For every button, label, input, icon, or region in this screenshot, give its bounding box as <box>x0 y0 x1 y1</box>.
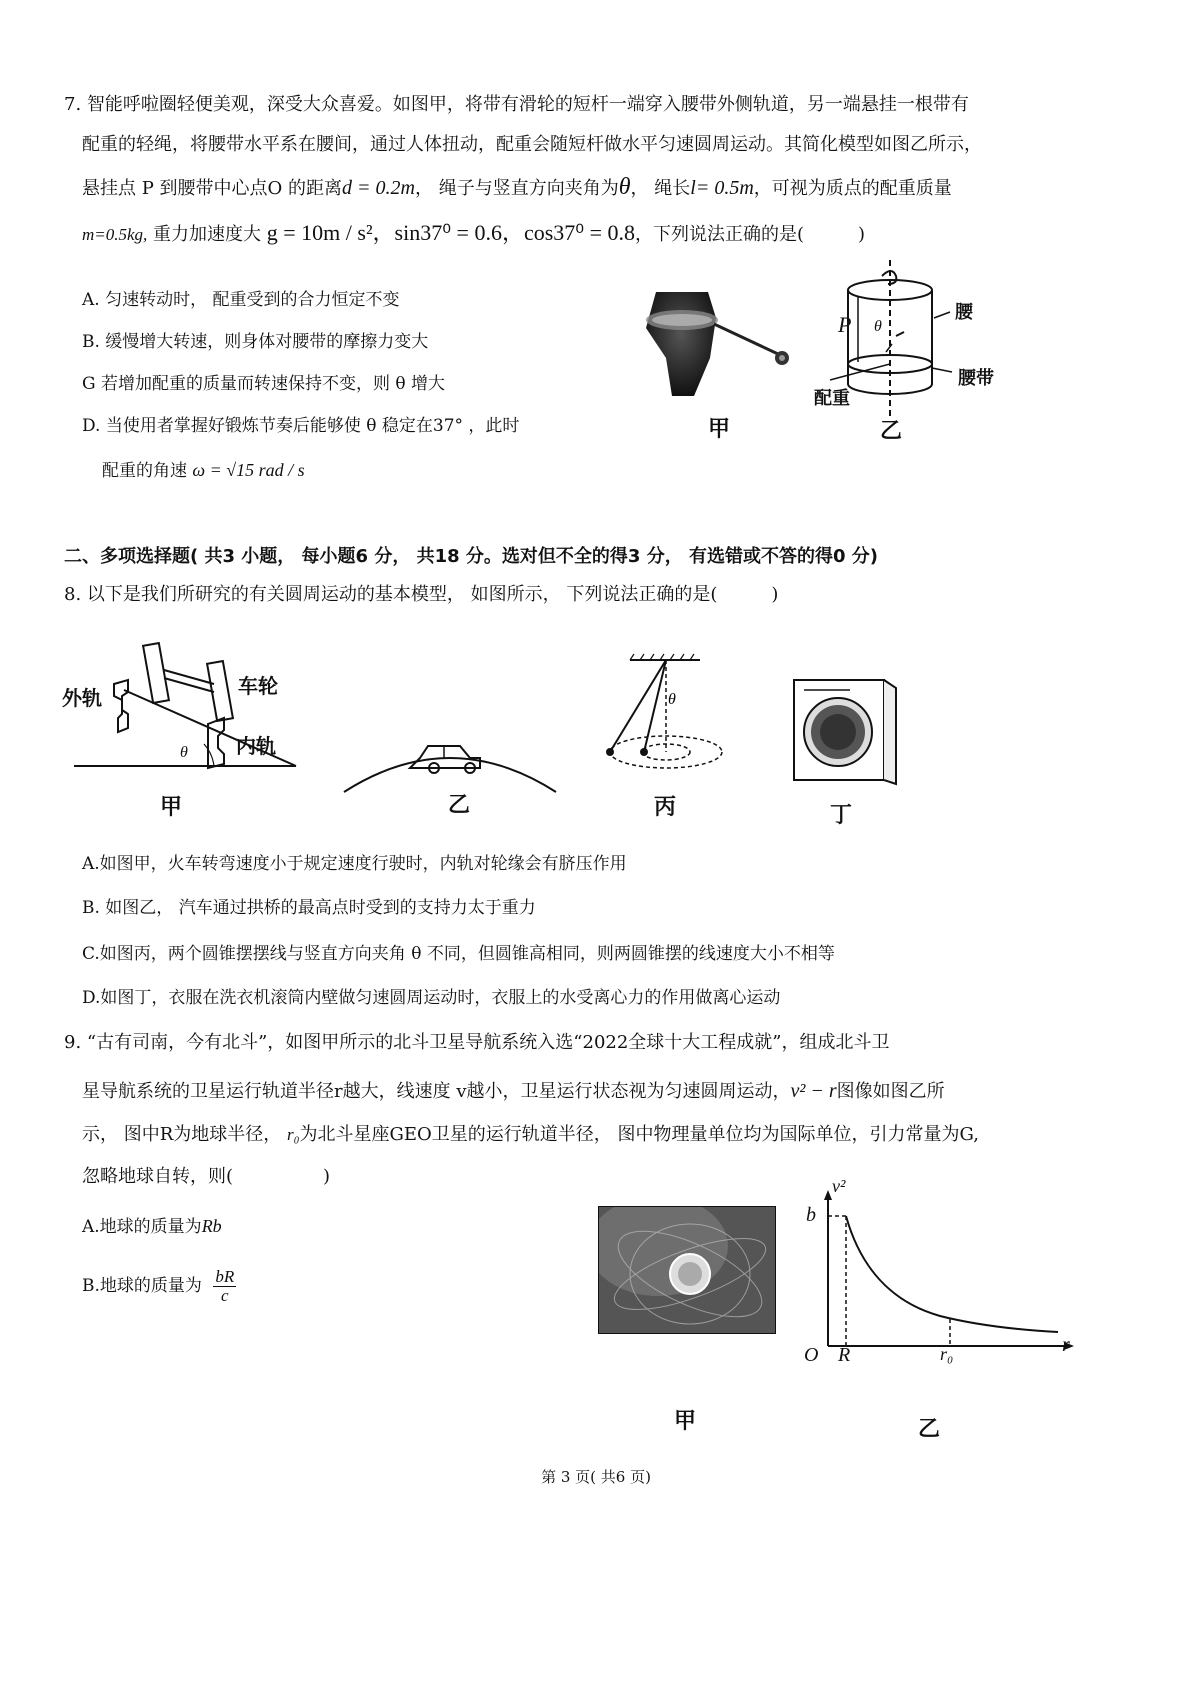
q8-option-a: A.如图甲，火车转弯速度小于规定速度行驶时，内轨对轮缘会有脐压作用 <box>82 854 627 874</box>
q9-option-b: B.地球的质量为 $\frac{bR}{c}$ <box>82 1267 235 1305</box>
q9-figure-jia-beidou-photo <box>598 1206 776 1334</box>
q7-figure-jia-photo <box>638 288 798 398</box>
q7-label-P: P <box>838 312 852 337</box>
q7-fig-jia-caption: 甲 <box>708 417 731 442</box>
q7-label-yao: 腰 <box>955 302 973 323</box>
q8-label-theta: θ <box>180 744 188 761</box>
q7-line3: 悬挂点 P 到腰带中心点O 的距离d = 0.2m， 绳子与竖直方向夹角为θ， 绳长l= 0.5m，可视为质点的配重质量 <box>82 174 952 200</box>
q9-label-b: b <box>806 1204 816 1226</box>
q8-label-waigui: 外轨 <box>62 686 102 710</box>
q8-label-chelun: 车轮 <box>238 674 278 698</box>
svg-text:θ: θ <box>668 691 676 708</box>
section-heading: 二、多项选择题( 共3 小题， 每小题6 分， 共18 分。选对但不全的得3 分， 有选错或不答的得0 分) <box>64 546 878 567</box>
q9-label-R: R <box>838 1344 851 1366</box>
q8-stem: 8. 以下是我们所研究的有关圆周运动的基本模型， 如图所示， 下列说法正确的是( ) <box>64 584 779 605</box>
q7-label-yaodai: 腰带 <box>958 368 994 389</box>
q7-option-c: G 若增加配重的质量而转速保持不变，则 θ 增大 <box>82 374 446 394</box>
q7-option-b: B. 缓慢增大转速，则身体对腰带的摩擦力变大 <box>82 332 429 352</box>
q8-fig-bing-caption: 丙 <box>654 795 677 820</box>
q7-option-d: D. 当使用者掌握好锻炼节奏后能够使 θ 稳定在37° ，此时 <box>82 416 520 436</box>
q7-option-a: A. 匀速转动时， 配重受到的合力恒定不变 <box>82 290 400 310</box>
q8-fig-yi-caption: 乙 <box>448 793 471 818</box>
q9-line2: 星导航系统的卫星运行轨道半径r越大，线速度 v越小，卫星运行状态视为匀速圆周运动，v² − r图像如图乙所 <box>82 1080 945 1102</box>
q8-figure-ding-washing-machine <box>790 676 898 796</box>
q9-option-a: A.地球的质量为Rb <box>82 1216 222 1237</box>
q8-option-d: D.如图丁，衣服在洗衣机滚筒内壁做匀速圆周运动时，衣服上的水受离心力的作用做离心运动 <box>82 988 781 1008</box>
q9-fig-jia-caption: 甲 <box>674 1409 697 1434</box>
q9-line3: 示， 图中R为地球半径， r₀为北斗星座GEO卫星的运行轨道半径， 图中物理量单位均为国际单位，引力常量为G, <box>82 1124 979 1145</box>
q7-option-d-cont: 配重的角速 ω = √15 rad / s <box>102 460 305 481</box>
q7-label-peizhong: 配重 <box>814 388 850 409</box>
q8-option-c: C.如图丙，两个圆锥摆摆线与竖直方向夹角 θ 不同，但圆锥高相同，则两圆锥摆的线速度大小不相等 <box>82 944 835 964</box>
q9-axis-x-label: r <box>1062 1334 1070 1356</box>
q7-label-theta: θ <box>874 318 882 335</box>
q9-label-r0: r₀ <box>940 1344 954 1364</box>
q9-line1: 9. “古有司南，今有北斗”，如图甲所示的北斗卫星导航系统入选“2022全球十大工程成就”，组成北斗卫 <box>64 1032 890 1053</box>
q9-figure-yi-graph <box>800 1186 1084 1362</box>
q7-line4: m=0.5kg, 重力加速度大 g = 10m / s²，sin37⁰ = 0.6，cos37⁰ = 0.8，下列说法正确的是( ) <box>82 220 866 245</box>
q8-fig-jia-caption: 甲 <box>160 795 183 820</box>
q9-fig-yi-caption: 乙 <box>918 1417 941 1442</box>
q8-label-neigui: 内轨 <box>236 734 276 758</box>
q7-line1: 7. 智能呼啦圈轻便美观，深受大众喜爱。如图甲，将带有滑轮的短杆一端穿入腰带外侧轨道，另一端悬挂一根带有 <box>64 94 969 115</box>
q7-fig-yi-caption: 乙 <box>880 419 903 444</box>
q9-line4: 忽略地球自转，则( ) <box>82 1166 331 1187</box>
q9-axis-y-label: v² <box>832 1176 846 1196</box>
q8-figure-bing-conical-pendulum <box>600 652 740 792</box>
q9-label-O: O <box>804 1344 819 1366</box>
page-footer: 第 3 页( 共6 页) <box>541 1468 651 1486</box>
q7-line2: 配重的轻绳，将腰带水平系在腰间，通过人体扭动，配重会随短杆做水平匀速圆周运动。其简化模型如图乙所示， <box>82 134 982 155</box>
q8-fig-ding-caption: 丁 <box>830 803 853 828</box>
q8-option-b: B. 如图乙， 汽车通过拱桥的最高点时受到的支持力太于重力 <box>82 898 536 918</box>
